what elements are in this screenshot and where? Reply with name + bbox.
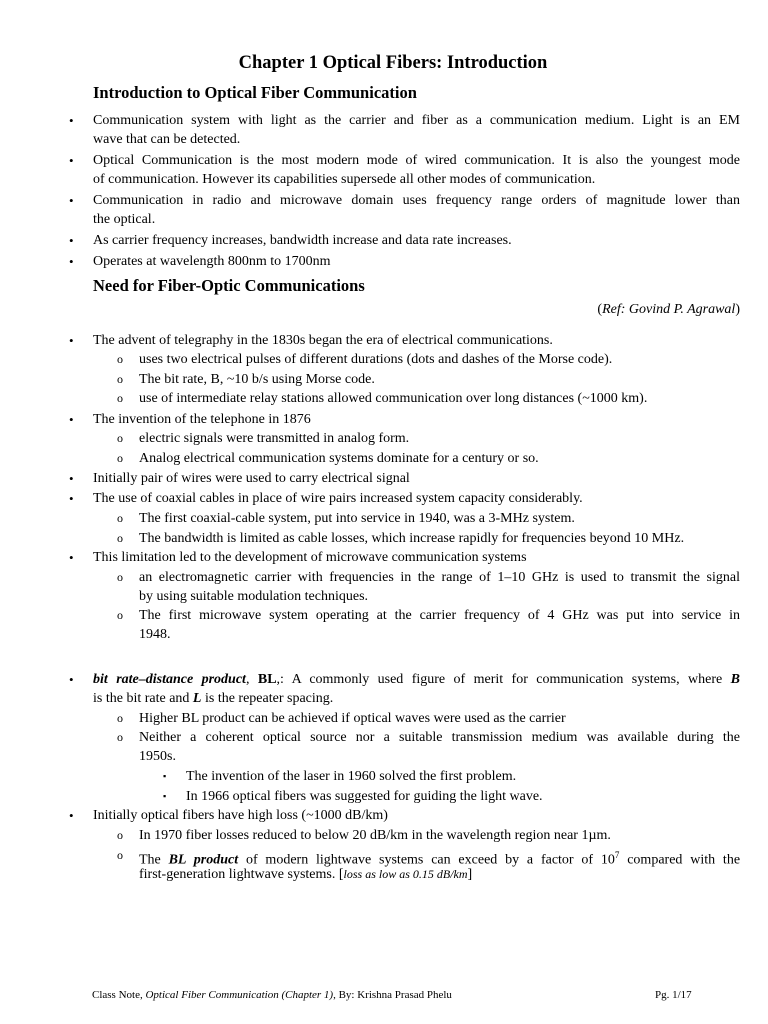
sub-bullet-glyph: o: [117, 431, 123, 445]
bullet-glyph: •: [69, 412, 74, 427]
reference-citation: [597, 302, 740, 318]
microwave-sub-2-line-2: 1948.: [139, 627, 171, 642]
bl-product-line-2: [93, 689, 740, 708]
microwave-sub-2-line-1: The first microwave system operating at the carrier frequency of 4 GHz was put into service in: [139, 608, 740, 623]
bullet-glyph: •: [69, 233, 74, 248]
sub-bullet-glyph: o: [117, 531, 123, 545]
telephone-sub-1: electric signals were transmitted in analog form.: [139, 431, 410, 446]
telegraphy-sub-1: uses two electrical pulses of different durations (dots and dashes of the Morse code).: [139, 352, 613, 367]
sub-bullet-glyph: o: [117, 372, 123, 386]
footer-left: [92, 988, 452, 1002]
bullet-glyph: •: [69, 808, 74, 823]
bl-square-1: The invention of the laser in 1960 solved the first problem.: [186, 769, 517, 784]
sub-bullet-glyph: o: [117, 608, 123, 622]
bullet-glyph: •: [69, 550, 74, 565]
square-bullet-glyph: ▪: [163, 791, 167, 801]
microwave-sub-1-line-1: an electromagnetic carrier with frequencies in the range of 1–10 GHz is used to transmit the signal: [139, 570, 740, 585]
telegraphy-sub-2: The bit rate, B, ~10 b/s using Morse code.: [139, 372, 375, 387]
square-bullet-glyph: ▪: [163, 771, 167, 781]
bl-sub-2-line-2: 1950s.: [139, 749, 176, 764]
microwave-sub-1-line-2: by using suitable modulation techniques.: [139, 589, 369, 604]
losses-sub2-note: loss as low as 0.15 dB/km: [343, 867, 468, 881]
bullet-glyph: •: [69, 254, 74, 269]
losses-sub2-post: compared with the: [627, 852, 741, 868]
bullet-glyph: •: [69, 333, 74, 348]
losses-sub2-line2: first-generation lightwave systems. [: [139, 867, 344, 882]
intro-bullet-1-line-1: Communication system with light as the carrier and fiber as a communication medium. Light is an EM: [93, 113, 740, 128]
intro-bullet-2-line-1: Optical Communication is the most modern mode of wired communication. It is also the youngest mode: [93, 153, 740, 168]
intro-bullet-3-line-1: Communication in radio and microwave domain uses frequency range orders of magnitude lower than: [93, 193, 740, 208]
intro-bullet-2-line-2: of communication. However its capabilities supersede all other modes of communication.: [93, 172, 596, 187]
bl-square-2: In 1966 optical fibers was suggested for guiding the light wave.: [186, 789, 543, 804]
bullet-glyph: •: [69, 471, 74, 486]
losses-sub2-exponent: 7: [614, 850, 620, 860]
telegraphy-sub-3: use of intermediate relay stations allowed communication over long distances (~1000 km).: [139, 391, 648, 406]
sub-bullet-glyph: o: [117, 828, 123, 842]
bl-sub-1: Higher BL product can be achieved if optical waves were used as the carrier: [139, 711, 566, 726]
bl-rest: ,: A commonly used figure of merit for communication systems, where: [276, 672, 723, 687]
bl-l-var: L: [192, 691, 202, 706]
bl-b-var: B: [730, 672, 741, 687]
sub-bullet-glyph: o: [117, 570, 123, 584]
footer-left-b: , By: Krishna Prasad Phelu: [333, 989, 452, 1001]
bl-abbr: BL: [257, 672, 277, 687]
intro-bullet-3-line-2: the optical.: [93, 212, 156, 227]
bl-product-line-1: [93, 670, 740, 689]
sub-bullet-glyph: o: [117, 352, 123, 366]
losses-sub-1: In 1970 fiber losses reduced to below 20 dB/km in the wavelength region near 1µm.: [139, 828, 611, 843]
sub-bullet-glyph: o: [117, 391, 123, 405]
bullet-glyph: •: [69, 193, 74, 208]
section-heading-need: Need for Fiber-Optic Communications: [93, 276, 365, 295]
coaxial-sub-2: The bandwidth is limited as cable losses, which increase rapidly for frequencies beyond 10 MHz.: [139, 531, 685, 546]
bullet-glyph: •: [69, 153, 74, 168]
bl-term: bit rate–distance product: [93, 672, 246, 687]
coaxial-sub-1: The first coaxial-cable system, put into service in 1940, was a 3-MHz system.: [139, 511, 575, 526]
telegraphy-bullet: The advent of telegraphy in the 1830s began the era of electrical communications.: [93, 333, 553, 348]
sub-bullet-glyph: o: [117, 848, 123, 862]
bl-sub-2-line-1: Neither a coherent optical source nor a suitable transmission medium was available during the: [139, 730, 740, 745]
bullet-glyph: •: [69, 491, 74, 506]
footer-course-title: Optical Fiber Communication (Chapter 1): [145, 989, 334, 1001]
intro-bullet-1-line-2: wave that can be detected.: [93, 132, 241, 147]
page-title: Chapter 1 Optical Fibers: Introduction: [238, 53, 548, 73]
losses-sub2-pre: The: [139, 852, 161, 868]
microwave-bullet: This limitation led to the development of microwave communication systems: [93, 550, 527, 565]
ref-open: (: [597, 302, 603, 317]
coaxial-bullet: The use of coaxial cables in place of wire pairs increased system capacity considerably.: [93, 491, 583, 506]
losses-sub2-term: BL product: [168, 852, 239, 868]
sub-bullet-glyph: o: [117, 730, 123, 744]
section-heading-intro: Introduction to Optical Fiber Communication: [93, 83, 417, 102]
sub-bullet-glyph: o: [117, 711, 123, 725]
losses-sub2-mid: of modern lightwave systems can exceed by a factor of 10: [245, 852, 615, 868]
bl-line2-a: is the bit rate and: [93, 691, 190, 706]
footer-left-a: Class Note,: [92, 989, 146, 1001]
bl-sep: ,: [245, 672, 258, 687]
losses-bullet: Initially optical fibers have high loss (~1000 dB/km): [93, 808, 388, 823]
sub-bullet-glyph: o: [117, 511, 123, 525]
intro-bullet-4: As carrier frequency increases, bandwidth increase and data rate increases.: [93, 233, 512, 248]
wires-bullet: Initially pair of wires were used to carry electrical signal: [93, 471, 410, 486]
bullet-glyph: •: [69, 672, 74, 687]
telephone-sub-2: Analog electrical communication systems dominate for a century or so.: [139, 451, 539, 466]
ref-text: Ref: Govind P. Agrawal: [602, 302, 736, 317]
sub-bullet-glyph: o: [117, 451, 123, 465]
bullet-glyph: •: [69, 113, 74, 128]
losses-sub2-close: ]: [467, 867, 473, 882]
intro-bullet-5: Operates at wavelength 800nm to 1700nm: [93, 254, 331, 269]
losses-sub-2-line-2: [139, 865, 740, 884]
page-number: Pg. 1/17: [655, 989, 692, 1001]
ref-close: ): [735, 302, 740, 317]
telephone-bullet: The invention of the telephone in 1876: [93, 412, 311, 427]
bl-line2-b: is the repeater spacing.: [204, 691, 334, 706]
